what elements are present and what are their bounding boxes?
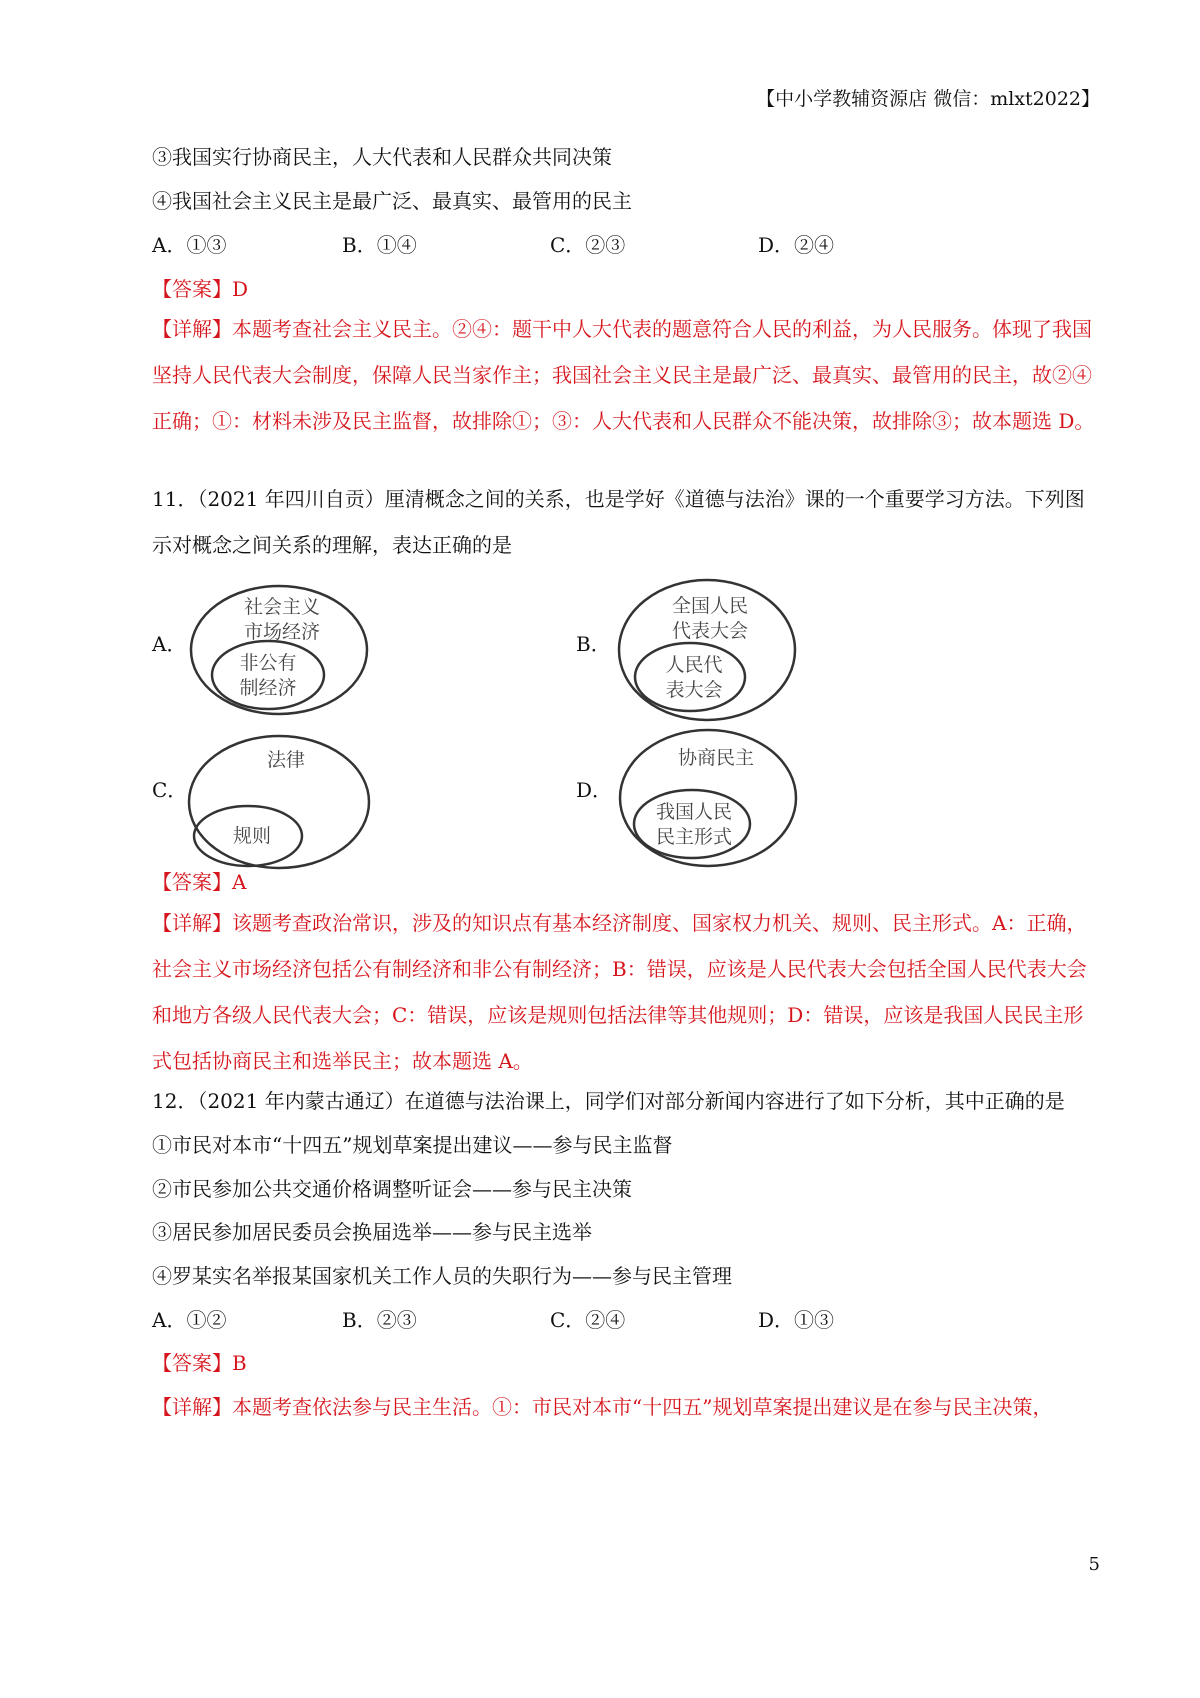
- inner-label-line2: 民主形式: [655, 826, 733, 848]
- q10-item-4: ④我国社会主义民主是最广泛、最真实、最管用的民主: [152, 189, 632, 213]
- q11-detail: [152, 900, 1102, 1084]
- diagram-d-letter: D．: [576, 778, 613, 802]
- q10-detail: [152, 306, 1102, 444]
- option-c: C．②③: [550, 233, 626, 257]
- inner-label-line1: 人民代: [665, 654, 723, 676]
- inner-label-line2: 表大会: [665, 679, 723, 701]
- inner-label-line2: 制经济: [239, 677, 297, 699]
- q12-item-1: ①市民对本市“十四五”规划草案提出建议——参与民主监督: [152, 1133, 673, 1157]
- diagram-d: [612, 720, 812, 880]
- detail-text: 本题考查社会主义民主。②④：题干中人大代表的题意符合人民的利益，为人民服务。体现了我国坚持人民代表大会制度，保障人民当家作主；我国社会主义民主是最广泛、最真实、最管用的民主，故②④正确；①：材料未涉及民主监督，故排除①；③：人大代表和人民群众不能决策，故排除③；故本题选 D。: [152, 317, 1095, 433]
- q11-answer: [152, 866, 246, 895]
- q12-detail: [152, 1391, 1052, 1420]
- q12-item-3: ③居民参加居民委员会换届选举——参与民主选举: [152, 1220, 592, 1244]
- q12-item-4: ④罗某实名举报某国家机关工作人员的失职行为——参与民主管理: [152, 1264, 732, 1288]
- outer-label-line1: 社会主义: [243, 596, 321, 618]
- answer-tag: 【答案】: [152, 277, 232, 301]
- option-c: C．②④: [550, 1308, 626, 1332]
- detail-text: 本题考查依法参与民主生活。①：市民对本市“十四五”规划草案提出建议是在参与民主决策，: [232, 1395, 1053, 1419]
- option-a: A．①②: [152, 1308, 227, 1332]
- diagram-c: [182, 728, 382, 878]
- option-a: A．①③: [152, 233, 227, 257]
- outer-label: 协商民主: [677, 747, 755, 769]
- answer-value: D: [232, 277, 249, 301]
- option-d: D．②④: [758, 233, 835, 257]
- diagram-b-letter: B．: [576, 632, 611, 656]
- page-header: 【中小学教辅资源店 微信：mlxt2022】: [756, 88, 1100, 110]
- detail-text: 该题考查政治常识，涉及的知识点有基本经济制度、国家权力机关、规则、民主形式。A：正确，社会主义市场经济包括公有制经济和非公有制经济；B：错误，应该是人民代表大会包括全国人民代表大会和地方各级人民代表大会；C：错误，应该是规则包括法律等其他规则；D：错误，应该是我国人民民主形式包括协商民主和选举民主；故本题选 A。: [152, 911, 1087, 1073]
- q12-stem: 12．（2021 年内蒙古通辽）在道德与法治课上，同学们对部分新闻内容进行了如下分析，其中正确的是: [152, 1089, 1065, 1113]
- answer-value: B: [232, 1351, 247, 1375]
- q12-answer: [152, 1347, 247, 1376]
- outer-label-line2: 代表大会: [671, 620, 749, 642]
- detail-tag: 【详解】: [152, 911, 232, 935]
- q12-item-2: ②市民参加公共交通价格调整听证会——参与民主决策: [152, 1177, 632, 1201]
- option-b: B．②③: [342, 1308, 417, 1332]
- diagram-a-letter: A．: [152, 632, 187, 656]
- q11-stem: [152, 476, 1102, 568]
- page-number: 5: [1088, 1554, 1100, 1575]
- q10-answer: [152, 273, 248, 302]
- diagram-c-letter: C．: [152, 778, 188, 802]
- option-d: D．①③: [758, 1308, 835, 1332]
- q11-stem-text: 11．（2021 年四川自贡）厘清概念之间的关系，也是学好《道德与法治》课的一个重要学习方法。下列图示对概念之间关系的理解，表达正确的是: [152, 487, 1085, 557]
- outer-label-line2: 市场经济: [243, 621, 321, 643]
- inner-label: 规则: [232, 825, 272, 847]
- diagram-b: [610, 572, 810, 732]
- answer-tag: 【答案】: [152, 1351, 232, 1375]
- detail-tag: 【详解】: [152, 317, 232, 341]
- option-b: B．①④: [342, 233, 417, 257]
- outer-label-line1: 全国人民: [671, 595, 749, 617]
- outer-label: 法律: [266, 749, 306, 771]
- diagram-a: [184, 580, 384, 730]
- inner-label-line1: 非公有: [239, 652, 297, 674]
- answer-tag: 【答案】: [152, 870, 232, 894]
- detail-tag: 【详解】: [152, 1395, 232, 1419]
- answer-value: A: [232, 870, 247, 894]
- q10-item-3: ③我国实行协商民主，人大代表和人民群众共同决策: [152, 145, 612, 169]
- inner-label-line1: 我国人民: [655, 801, 733, 823]
